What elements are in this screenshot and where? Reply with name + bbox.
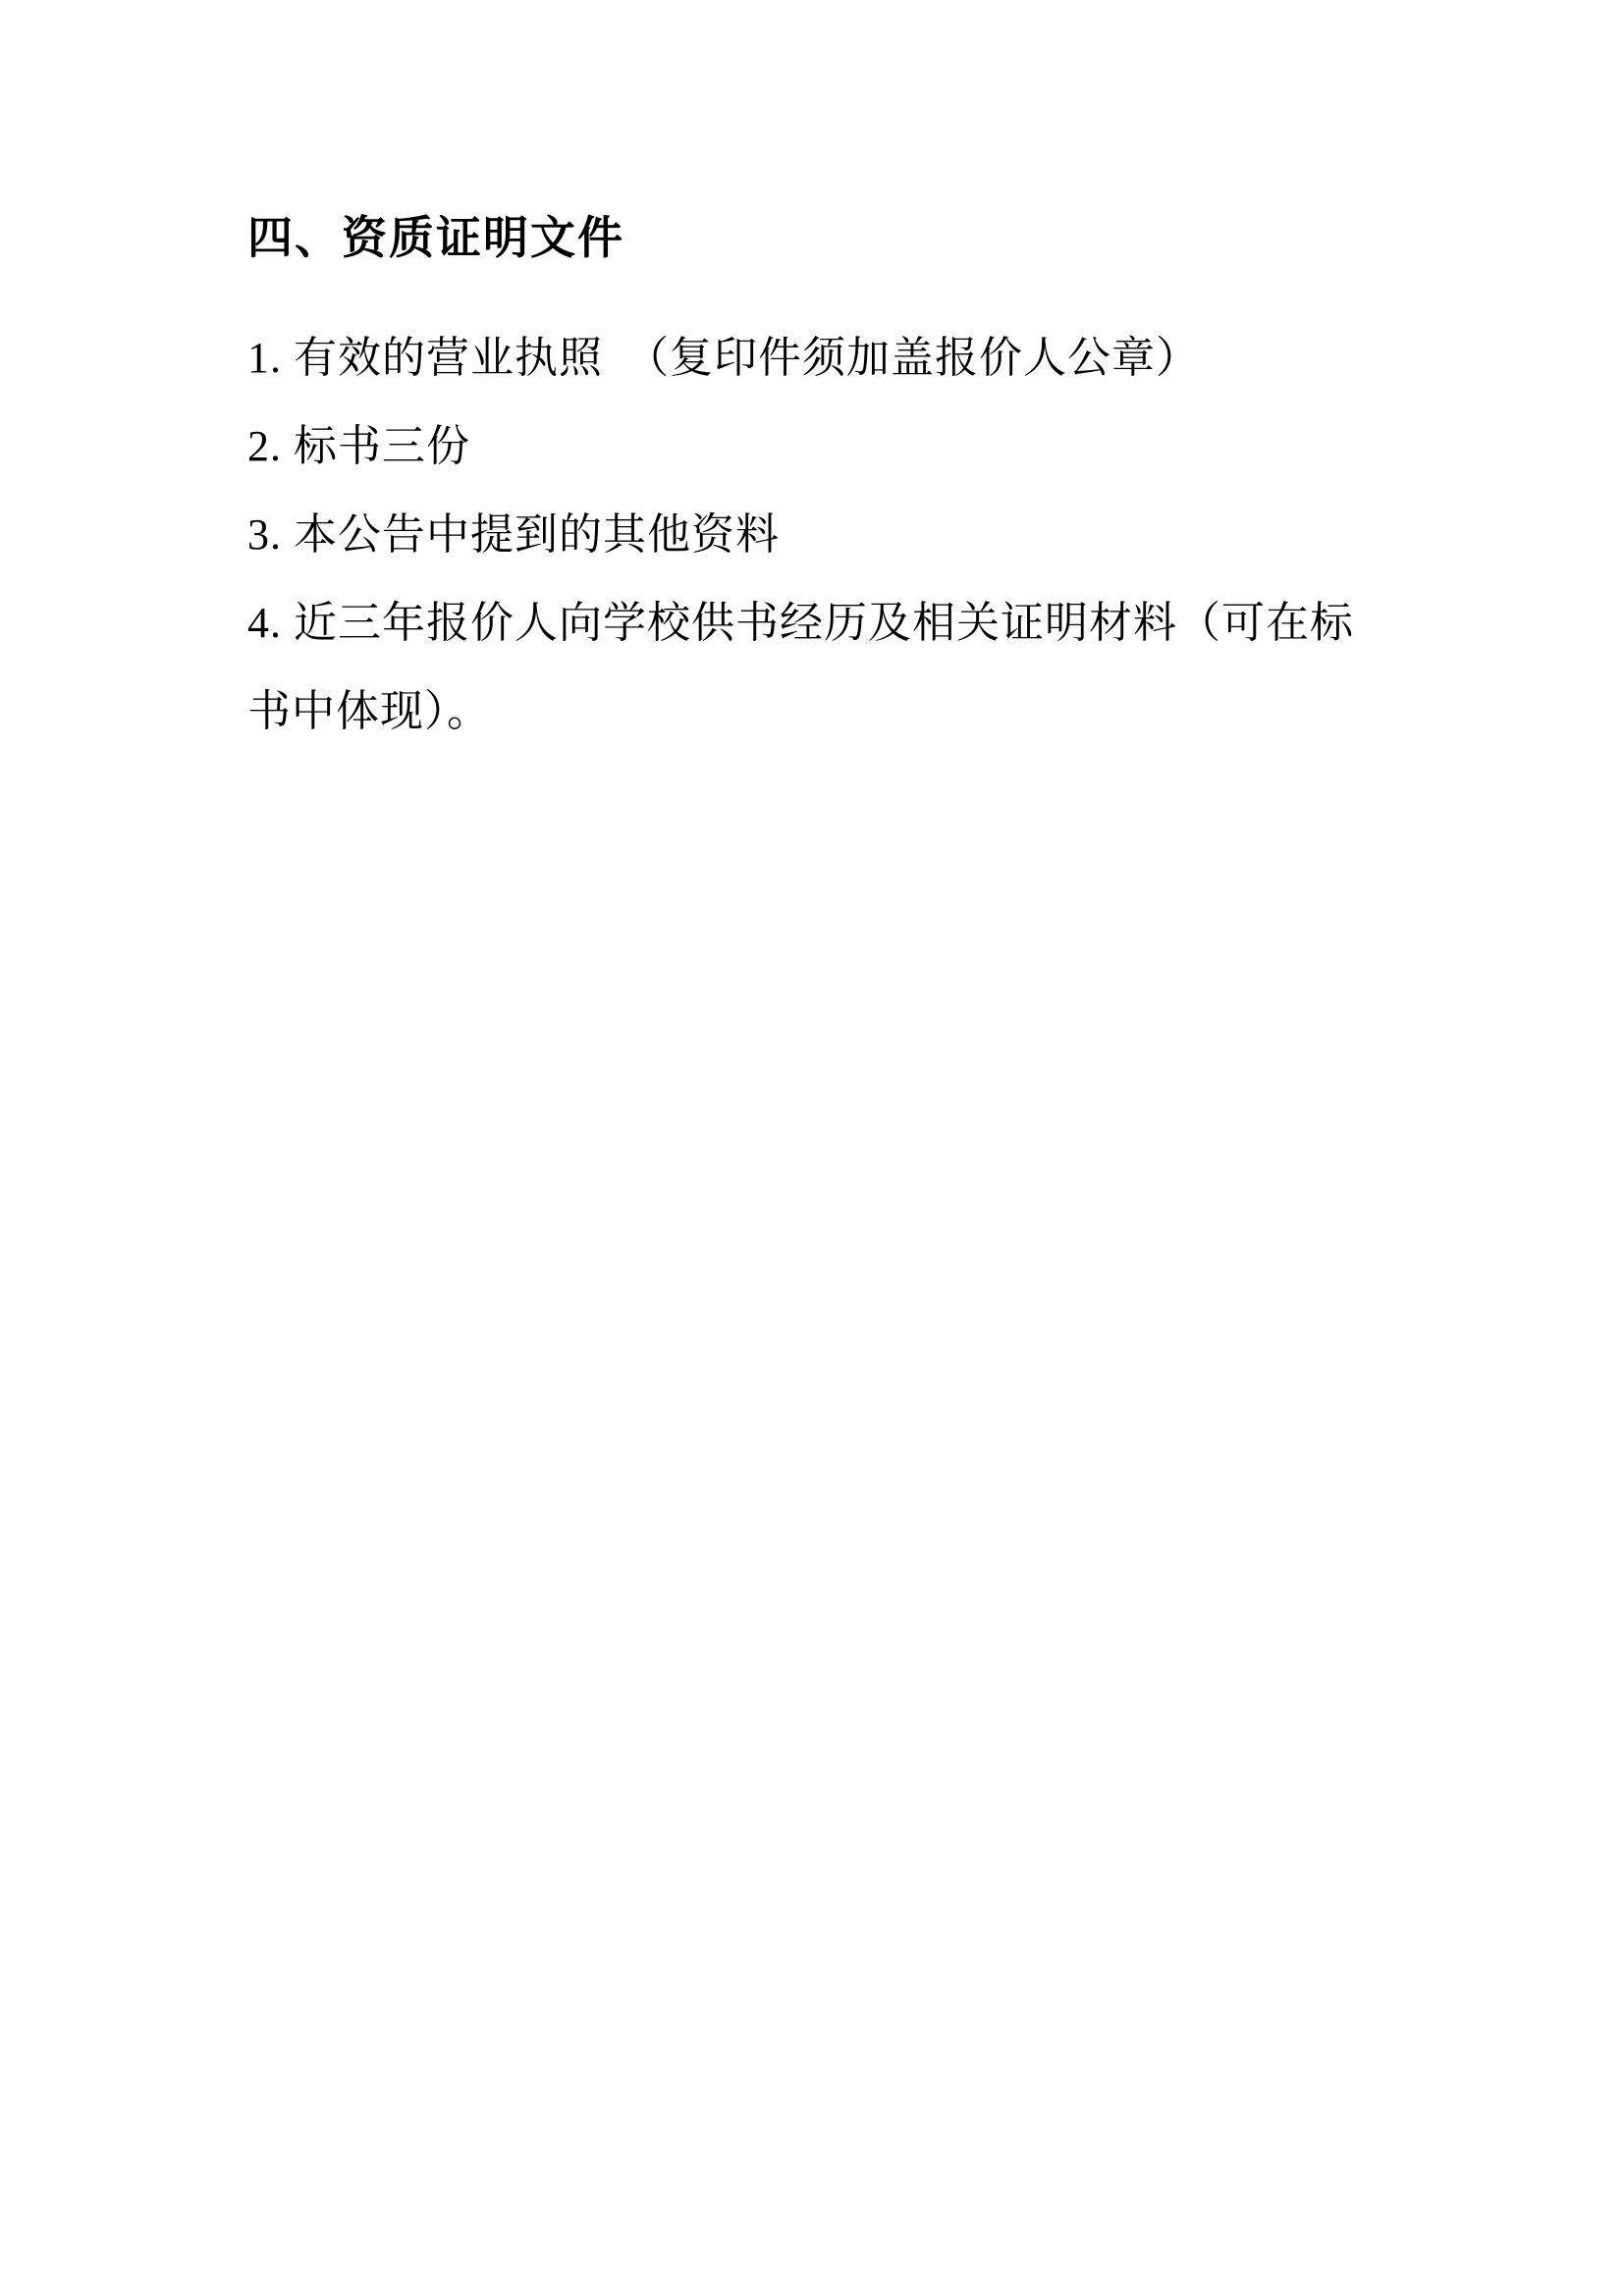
list-item-2: 2. 标书三份 <box>247 422 470 470</box>
section-heading: 四、资质证明文件 <box>247 213 624 263</box>
list-item-1: 1. 有效的营业执照 （复印件须加盖报价人公章） <box>247 334 1200 382</box>
list-item-3: 3. 本公告中提到的其他资料 <box>247 510 780 559</box>
list-item-4: 4. 近三年报价人向学校供书经历及相关证明材料（可在标书中体现）。 <box>247 599 1354 735</box>
